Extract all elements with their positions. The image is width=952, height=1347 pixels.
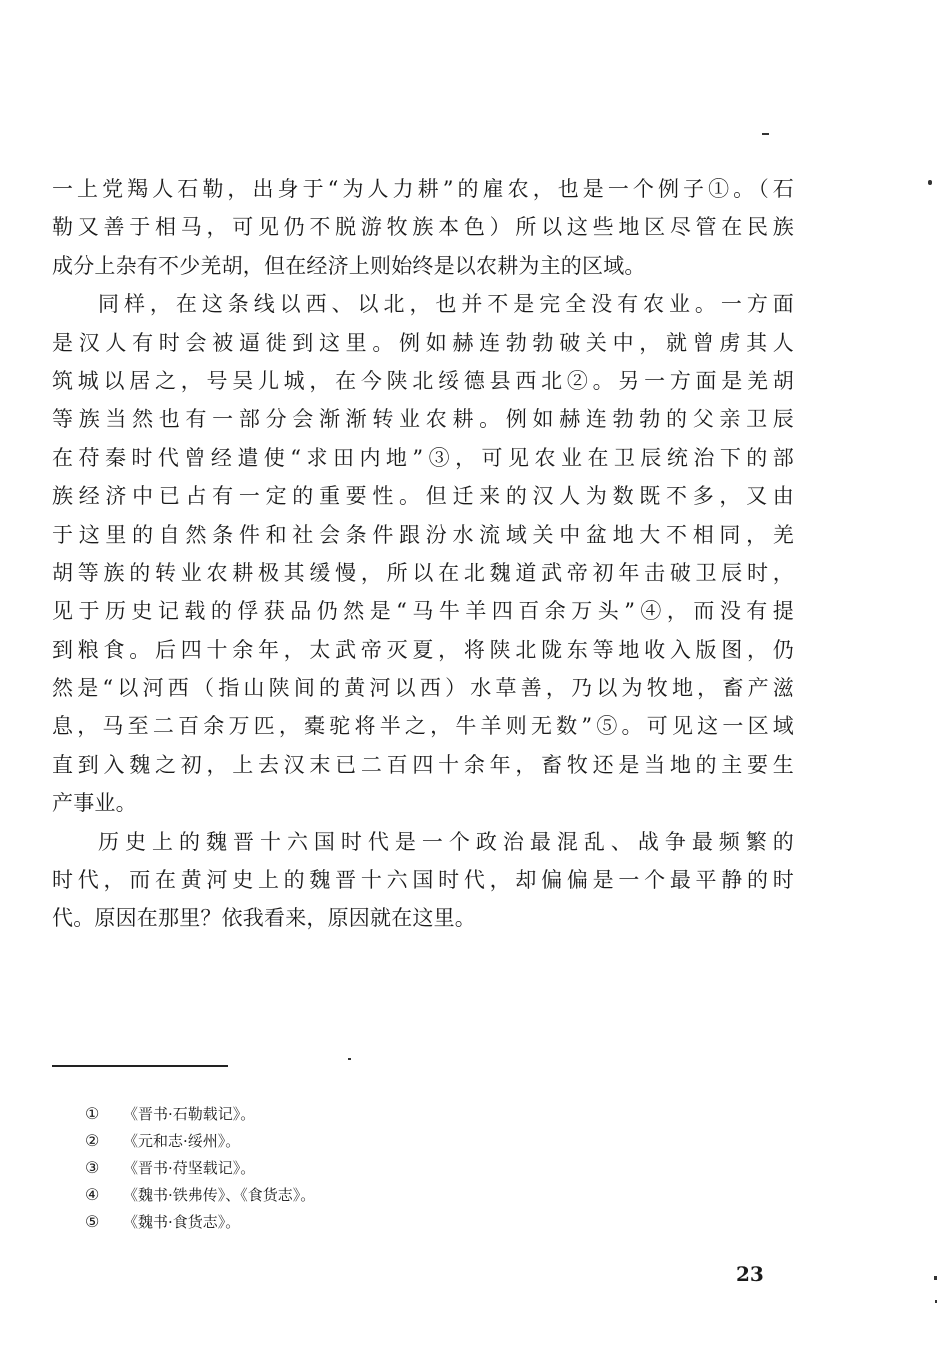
text-line: 于这里的自然条件和社会条件跟汾水流域关中盆地大不相同，羌	[52, 522, 794, 547]
footnote-mark: ④	[85, 1185, 100, 1204]
text-line: 到粮食。后四十余年，太武帝灭夏，将陕北陇东等地收入版图，仍	[52, 637, 794, 662]
footnote	[85, 1100, 485, 1127]
text-line: 代。原因在那里？依我看来，原因就在这里。	[52, 906, 476, 931]
text-line: 产事业。	[52, 791, 137, 816]
text-line: 然是“以河西（指山陕间的黄河以西）水草善，乃以为牧地，畜产滋	[52, 676, 794, 701]
footnote-mark: ⑤	[85, 1212, 100, 1231]
page-number: 23	[736, 1262, 764, 1286]
text-line: 等族当然也有一部分会渐渐转业农耕。例如赫连勃勃的父亲卫辰	[52, 407, 794, 432]
text-line: 见于历史记载的俘获品仍然是“马牛羊四百余万头”④，而没有提	[52, 599, 794, 624]
scan-speck	[934, 1276, 937, 1280]
text-line: 是汉人有时会被逼徙到这里。例如赫连勃勃破关中，就曾虏其人	[52, 330, 794, 355]
scan-speck	[935, 1300, 937, 1303]
footnote	[85, 1127, 485, 1154]
text-line: 一上党羯人石勒，出身于“为人力耕”的雇农，也是一个例子①。（石	[52, 177, 794, 201]
footnote-text: 《晋书·石勒载记》。	[123, 1105, 256, 1123]
text-line: 在苻秦时代曾经遣使“求田内地”③，可见农业在卫辰统治下的部	[52, 445, 794, 470]
text-line: 息，马至二百余万匹，橐驼将半之，牛羊则无数”⑤。可见这一区域	[52, 714, 794, 739]
footnote-text: 《元和志·绥州》。	[123, 1132, 241, 1150]
body-text	[52, 170, 794, 938]
text-line: 同样，在这条线以西、以北，也并不是完全没有农业。一方面	[98, 292, 794, 317]
footnote-mark: ①	[85, 1104, 100, 1123]
footnote-divider	[52, 1065, 228, 1067]
footnote-mark: ②	[85, 1131, 100, 1150]
footnotes	[85, 1100, 485, 1235]
footnote	[85, 1208, 485, 1235]
scan-speck	[762, 133, 769, 135]
footnote	[85, 1154, 485, 1181]
text-line: 胡等族的转业农耕极其缓慢，所以在北魏道武帝初年击破卫辰时，	[52, 560, 794, 585]
text-line: 勒又善于相马，可见仍不脱游牧族本色）所以这些地区尽管在民族	[52, 215, 794, 240]
text-line: 历史上的魏晋十六国时代是一个政治最混乱、战争最频繁的	[98, 829, 794, 854]
text-line: 族经济中已占有一定的重要性。但迁来的汉人为数既不多，又由	[52, 484, 794, 509]
text-line: 成分上杂有不少羌胡，但在经济上则始终是以农耕为主的区域。	[52, 253, 646, 278]
text-line: 直到入魏之初，上去汉末已二百四十余年，畜牧还是当地的主要生	[52, 752, 794, 777]
footnote-text: 《魏书·铁弗传》、《食货志》。	[123, 1186, 316, 1204]
text-line: 筑城以居之，号吴儿城，在今陕北绥德县西北②。另一方面是羌胡	[52, 368, 794, 393]
scan-speck	[348, 1058, 351, 1060]
text-line: 时代，而在黄河史上的魏晋十六国时代，却偏偏是一个最平静的时	[52, 868, 794, 893]
footnote-text: 《晋书·苻坚载记》。	[123, 1159, 256, 1177]
scan-speck	[928, 180, 932, 185]
footnote-mark: ③	[85, 1158, 100, 1177]
footnote	[85, 1181, 485, 1208]
footnote-text: 《魏书·食货志》。	[123, 1213, 241, 1231]
